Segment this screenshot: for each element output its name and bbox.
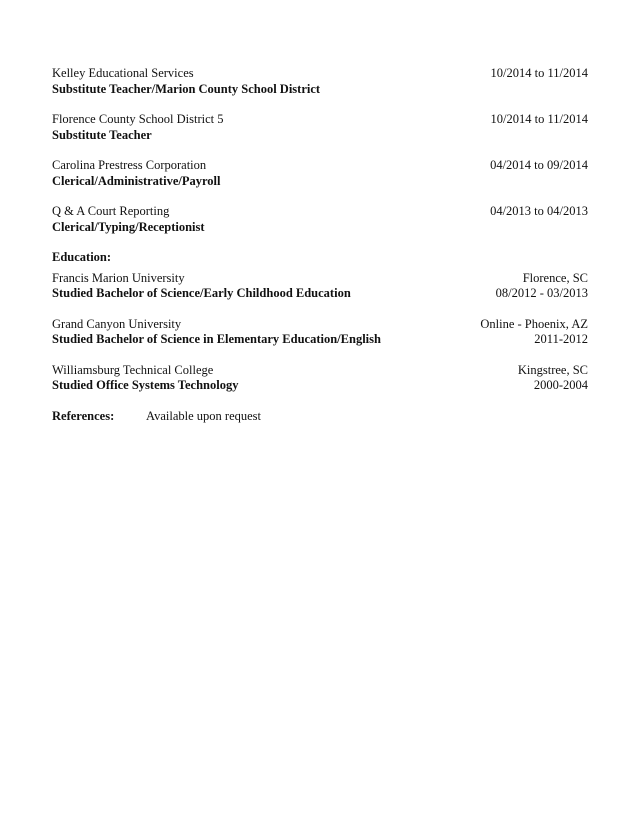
employment-dates: 04/2014 to 09/2014: [490, 158, 588, 172]
program-name: Studied Bachelor of Science in Elementary Education/English: [52, 332, 381, 346]
education-entry: [52, 363, 588, 394]
school-location: Online - Phoenix, AZ: [480, 316, 588, 331]
experience-entry: [52, 158, 588, 189]
school-location: Florence, SC: [522, 270, 588, 285]
employer-name: Florence County School District 5: [52, 112, 224, 126]
education-heading: Education:: [52, 250, 112, 264]
experience-entry: [52, 204, 588, 235]
employer-name: Carolina Prestress Corporation: [52, 158, 207, 172]
education-dates: 2011-2012: [534, 332, 588, 346]
job-title: Substitute Teacher: [52, 127, 152, 142]
school-name: Grand Canyon University: [52, 316, 182, 331]
school-location: Kingstree, SC: [517, 362, 588, 377]
employment-dates: 10/2014 to 11/2014: [490, 66, 588, 80]
program-name: Studied Bachelor of Science/Early Childhood Education: [52, 286, 351, 300]
job-title: Clerical/Administrative/Payroll: [52, 173, 221, 188]
references-label: References:: [52, 408, 115, 423]
education-entry: [52, 271, 588, 302]
job-title: Substitute Teacher/Marion County School District: [52, 81, 321, 96]
employment-dates: 10/2014 to 11/2014: [490, 112, 588, 126]
references-value: Available upon request: [146, 408, 262, 423]
job-title: Clerical/Typing/Receptionist: [52, 219, 205, 234]
experience-entry: [52, 112, 588, 143]
program-name: Studied Office Systems Technology: [52, 378, 239, 392]
school-name: Williamsburg Technical College: [52, 362, 214, 377]
employer-name: Kelley Educational Services: [52, 66, 194, 80]
education-dates: 2000-2004: [533, 378, 588, 392]
school-name: Francis Marion University: [52, 270, 185, 285]
references-line: [52, 409, 588, 425]
employment-dates: 04/2013 to 04/2013: [490, 204, 588, 218]
education-dates: 08/2012 - 03/2013: [495, 286, 588, 300]
resume-page: [52, 66, 588, 424]
experience-entry: [52, 66, 588, 97]
education-entry: [52, 317, 588, 348]
employer-name: Q & A Court Reporting: [52, 204, 170, 218]
